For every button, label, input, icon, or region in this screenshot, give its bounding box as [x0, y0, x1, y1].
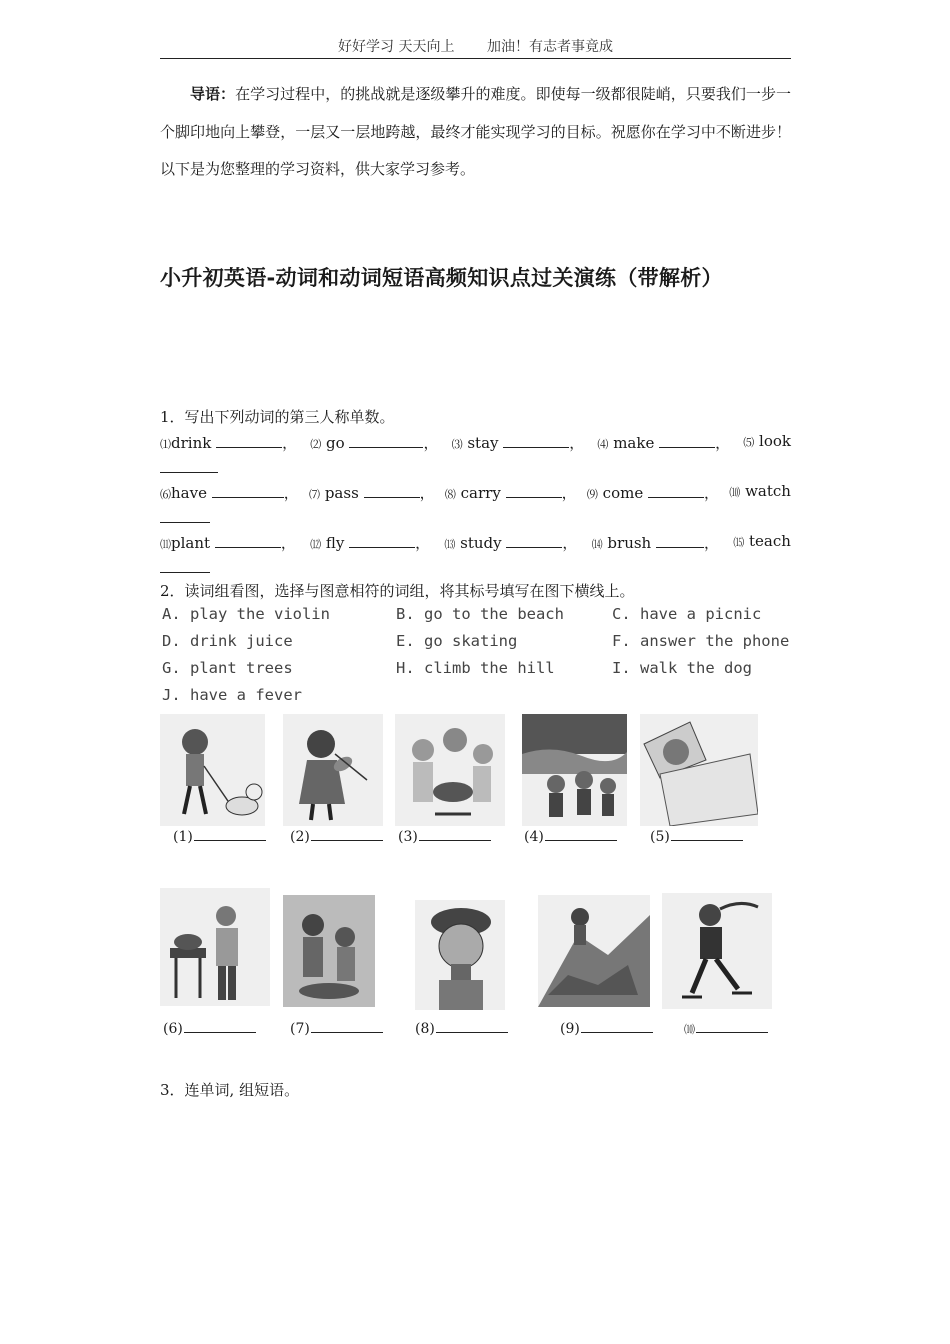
answer-blank[interactable] — [160, 472, 218, 473]
q1-row-2 — [160, 482, 791, 503]
answer-blank[interactable] — [656, 533, 704, 548]
answer-blank[interactable] — [581, 1018, 653, 1033]
answer-blank[interactable] — [184, 1018, 256, 1033]
option-f: F. answer the phone — [612, 632, 790, 650]
verb-item: ⑽ watch — [729, 482, 791, 500]
option-e: E. go skating — [396, 632, 518, 650]
picture-label-1: (1) — [173, 826, 266, 845]
boy-drinking-icon — [415, 900, 505, 1010]
picture-label-8: (8) — [415, 1018, 508, 1037]
option-a: A. play the violin — [162, 605, 330, 623]
verb-item: ⑵ go ， — [310, 434, 439, 452]
intro-paragraph — [160, 76, 791, 189]
verb-item: ⑼ come ， — [586, 484, 720, 502]
verb-item: ⑾plant ， — [160, 534, 296, 552]
header-left: 好好学习 天天向上 — [338, 39, 455, 55]
answer-blank[interactable] — [216, 433, 282, 448]
picture-label-9: (9) — [560, 1018, 653, 1037]
option-g: G. plant trees — [162, 659, 293, 677]
picture-label-5: (5) — [650, 826, 743, 845]
verb-item: ⑿ fly ， — [310, 534, 431, 552]
answer-blank[interactable] — [503, 433, 569, 448]
option-h: H. climb the hill — [396, 659, 555, 677]
answer-blank[interactable] — [545, 826, 617, 841]
intro-body: 在学习过程中，的挑战就是逐级攀升的难度。即使每一级都很陡峭，只要我们一步一个脚印地向上攀登，一层又一层地跨越，最终才能实现学习的目标。祝愿你在学习中不断进步！以下是为您整理的学习资料，供大家学习参考。 — [160, 85, 791, 178]
verb-item: ⑺ pass ， — [309, 484, 435, 502]
page-title: 小升初英语-动词和动词短语高频知识点过关演练（带解析） — [160, 266, 723, 290]
q3-stem: 3．连单词, 组短语。 — [160, 1081, 300, 1099]
family-picnic-icon — [395, 714, 505, 826]
answer-blank[interactable] — [671, 826, 743, 841]
picture-label-10: ⑽ — [684, 1018, 768, 1037]
intro-lead: 导语： — [190, 85, 236, 103]
option-i: I. walk the dog — [612, 659, 752, 677]
picture-label-7: (7) — [290, 1018, 383, 1037]
answer-blank[interactable] — [349, 533, 415, 548]
answer-blank[interactable] — [160, 522, 210, 523]
children-planting-icon — [283, 895, 375, 1007]
picture-label-3: (3) — [398, 826, 491, 845]
q1-row-1 — [160, 432, 791, 453]
verb-item: ⑻ carry ， — [444, 484, 577, 502]
answer-blank[interactable] — [364, 483, 420, 498]
q2-stem: 2．读词组看图，选择与图意相符的词组，将其标号填写在图下横线上。 — [160, 582, 635, 600]
answer-blank[interactable] — [311, 826, 383, 841]
q1-stem: 1．写出下列动词的第三人称单数。 — [160, 408, 395, 426]
header-right: 加油！有志者事竟成 — [486, 39, 613, 55]
answer-blank[interactable] — [436, 1018, 508, 1033]
option-j: J. have a fever — [162, 686, 302, 704]
verb-item: ⒁ brush ， — [591, 534, 720, 552]
verb-item: ⑸ look — [743, 432, 791, 450]
picture-label-2: (2) — [290, 826, 383, 845]
answer-blank[interactable] — [419, 826, 491, 841]
answer-blank[interactable] — [696, 1018, 768, 1033]
answer-blank[interactable] — [506, 483, 562, 498]
answer-blank[interactable] — [194, 826, 266, 841]
page-header — [160, 36, 791, 56]
verb-item: ⑷ make ， — [597, 434, 731, 452]
verb-item: ⒀ study ， — [444, 534, 578, 552]
girl-walking-dog-icon — [160, 714, 265, 826]
verb-item: ⑴drink ， — [160, 434, 298, 452]
answer-blank[interactable] — [215, 533, 281, 548]
climbing-hill-icon — [538, 895, 650, 1007]
answer-blank[interactable] — [212, 483, 284, 498]
option-c: C. have a picnic — [612, 605, 762, 623]
answer-blank[interactable] — [659, 433, 715, 448]
picture-label-4: (4) — [524, 826, 617, 845]
answer-blank[interactable] — [648, 483, 704, 498]
picture-label-6: (6) — [163, 1018, 256, 1037]
answer-blank[interactable] — [349, 433, 423, 448]
children-beach-icon — [522, 714, 627, 826]
header-rule — [160, 58, 791, 59]
verb-item: ⑶ stay ， — [451, 434, 585, 452]
option-b: B. go to the beach — [396, 605, 564, 623]
answer-blank[interactable] — [160, 572, 210, 573]
verb-item: ⑹have ， — [160, 484, 299, 502]
answer-blank[interactable] — [506, 533, 562, 548]
option-d: D. drink juice — [162, 632, 293, 650]
q1-row-3 — [160, 532, 791, 553]
man-phone-icon — [160, 888, 270, 1006]
sick-in-bed-icon — [640, 714, 758, 826]
answer-blank[interactable] — [311, 1018, 383, 1033]
girl-violin-icon — [283, 714, 383, 826]
girl-skating-icon — [662, 893, 772, 1009]
verb-item: ⒂ teach — [733, 532, 791, 550]
